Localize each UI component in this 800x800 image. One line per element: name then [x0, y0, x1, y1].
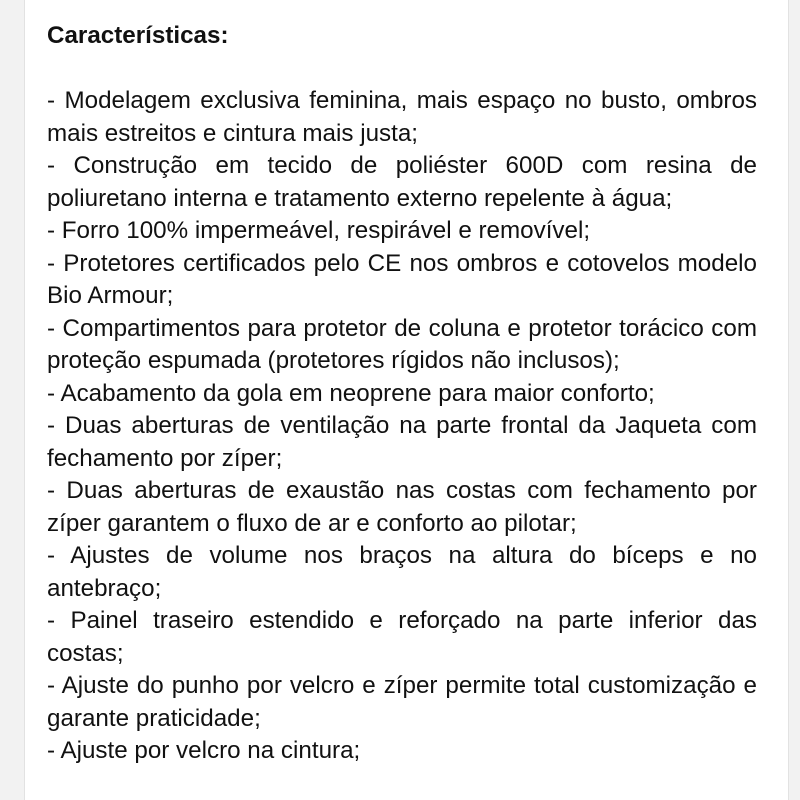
- feature-item: - Modelagem exclusiva feminina, mais espaço no busto, ombros mais estreitos e cintura mais justa;: [47, 87, 757, 147]
- feature-item: - Acabamento da gola em neoprene para maior conforto;: [47, 379, 655, 407]
- document-content: [47, 20, 757, 768]
- feature-item: - Forro 100% impermeável, respirável e removível;: [47, 217, 591, 244]
- feature-item: - Duas aberturas de ventilação na parte frontal da Jaqueta com fechamento por zíper;: [47, 412, 757, 472]
- feature-item: - Compartimentos para protetor de coluna e protetor torácico com proteção espumada (protetores rígidos não inclusos);: [47, 314, 757, 374]
- feature-item: - Duas aberturas de exaustão nas costas com fechamento por zíper garantem o fluxo de ar e conforto ao pilotar;: [47, 477, 757, 537]
- feature-item: - Protetores certificados pelo CE nos ombros e cotovelos modelo Bio Armour;: [47, 249, 757, 309]
- feature-item: - Construção em tecido de poliéster 600D com resina de poliuretano interna e tratamento externo repelente à água;: [47, 152, 757, 212]
- document-page: [24, 0, 789, 800]
- feature-item: - Ajuste por velcro na cintura;: [47, 737, 361, 764]
- section-title: Características:: [47, 22, 229, 49]
- feature-item: - Painel traseiro estendido e reforçado na parte inferior das costas;: [47, 607, 757, 667]
- feature-item: - Ajustes de volume nos braços na altura do bíceps e no antebraço;: [47, 542, 757, 602]
- feature-item: - Ajuste do punho por velcro e zíper permite total customização e garante praticidade;: [47, 672, 757, 732]
